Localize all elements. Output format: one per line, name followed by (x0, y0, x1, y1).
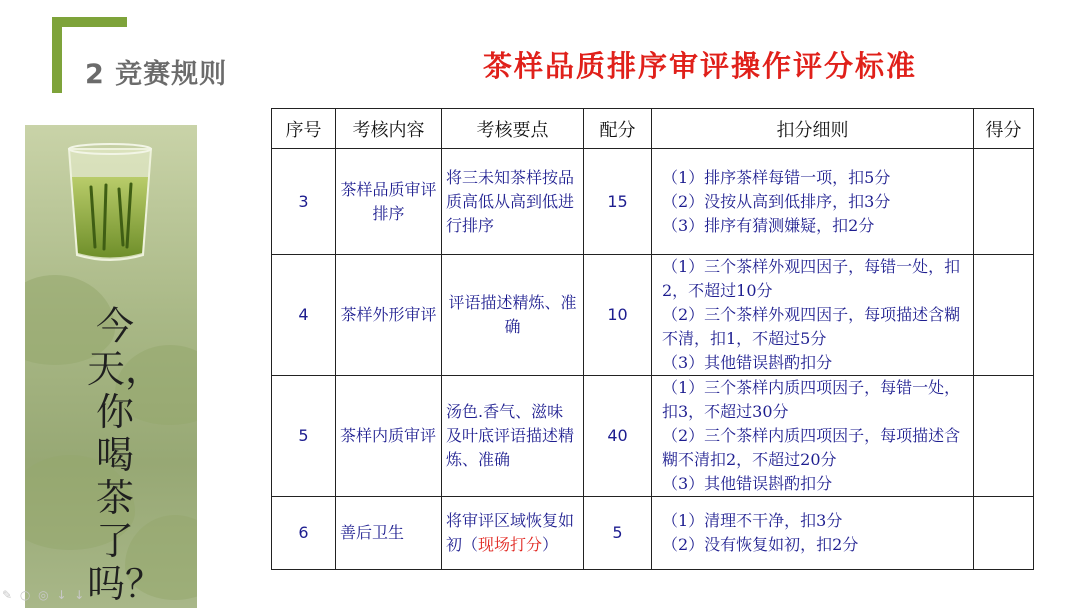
table-row (272, 376, 1034, 497)
row-mark-cell[interactable] (974, 255, 1034, 376)
row-points: 评语描述精炼、准确 (442, 255, 584, 376)
row-deductions (652, 497, 974, 570)
bottom-toolbar-icons[interactable]: ✎ ○ ◎ ↓ ↓ (2, 588, 87, 602)
deduction-item: （2）没按从高到低排序，扣3分 (662, 191, 891, 211)
row-score: 40 (584, 376, 652, 497)
side-slogan: 今天，你喝茶了吗？ (87, 304, 164, 606)
deduction-item: （1）三个茶样内质四项因子，每错一处，扣3，不超过30分 (662, 378, 961, 421)
deduction-item: （3）排序有猜测嫌疑，扣2分 (662, 215, 875, 235)
row-points: 将三未知茶样按品质高低从高到低进行排序 (442, 149, 584, 255)
header-bracket-vertical (52, 17, 62, 93)
row-deductions (652, 255, 974, 376)
row-content: 善后卫生 (336, 497, 442, 570)
header-cell: 考核内容 (336, 109, 442, 149)
table-row (272, 149, 1034, 255)
row-deductions (652, 376, 974, 497)
slide-title: 茶样品质排序审评操作评分标准 (482, 49, 917, 83)
deduction-item: （1）三个茶样外观四因子，每错一处，扣2，不超过10分 (662, 257, 961, 300)
row-score: 5 (584, 497, 652, 570)
header-bracket-top (52, 17, 127, 27)
header-cell: 配分 (584, 109, 652, 149)
row-deductions (652, 149, 974, 255)
table-row (272, 255, 1034, 376)
deduction-item: （3）其他错误斟酌扣分 (662, 353, 833, 372)
side-decor-panel (25, 125, 197, 608)
row-content: 茶样内质审评 (336, 376, 442, 497)
row-number: 5 (272, 376, 336, 497)
deduction-item: （2）三个茶样内质四项因子，每项描述含糊不清扣2，不超过20分 (662, 426, 961, 469)
table-row (272, 497, 1034, 570)
tea-glass-illustration (61, 137, 159, 267)
row-score: 15 (584, 149, 652, 255)
header-cell: 得分 (974, 109, 1034, 149)
deduction-item: （1）清理不干净，扣3分 (662, 511, 843, 530)
row-score: 10 (584, 255, 652, 376)
deduction-item: （2）三个茶样外观四因子，每项描述含糊不清，扣1，不超过5分 (662, 305, 961, 348)
row-number: 3 (272, 149, 336, 255)
row-number: 6 (272, 497, 336, 570)
header-cell: 考核要点 (442, 109, 584, 149)
row-mark-cell[interactable] (974, 376, 1034, 497)
section-title: 2 竞赛规则 (85, 59, 228, 90)
deduction-item: （2）没有恢复如初，扣2分 (662, 535, 859, 554)
table-header-row (272, 109, 1034, 149)
header-cell: 序号 (272, 109, 336, 149)
row-points: 汤色.香气、滋味及叶底评语描述精炼、准确 (442, 376, 584, 497)
deduction-item: （3）其他错误斟酌扣分 (662, 474, 833, 493)
row-mark-cell[interactable] (974, 149, 1034, 255)
scoring-table (271, 108, 1034, 570)
row-content: 茶样外形审评 (336, 255, 442, 376)
row-number: 4 (272, 255, 336, 376)
header-cell: 扣分细则 (652, 109, 974, 149)
row-mark-cell[interactable] (974, 497, 1034, 570)
row-content: 茶样品质审评排序 (336, 149, 442, 255)
row-points: 将审评区域恢复如初（现场打分） (442, 497, 584, 570)
deduction-item: （1）排序茶样每错一项，扣5分 (662, 167, 891, 187)
onsite-scoring-note: 现场打分 (478, 535, 543, 554)
